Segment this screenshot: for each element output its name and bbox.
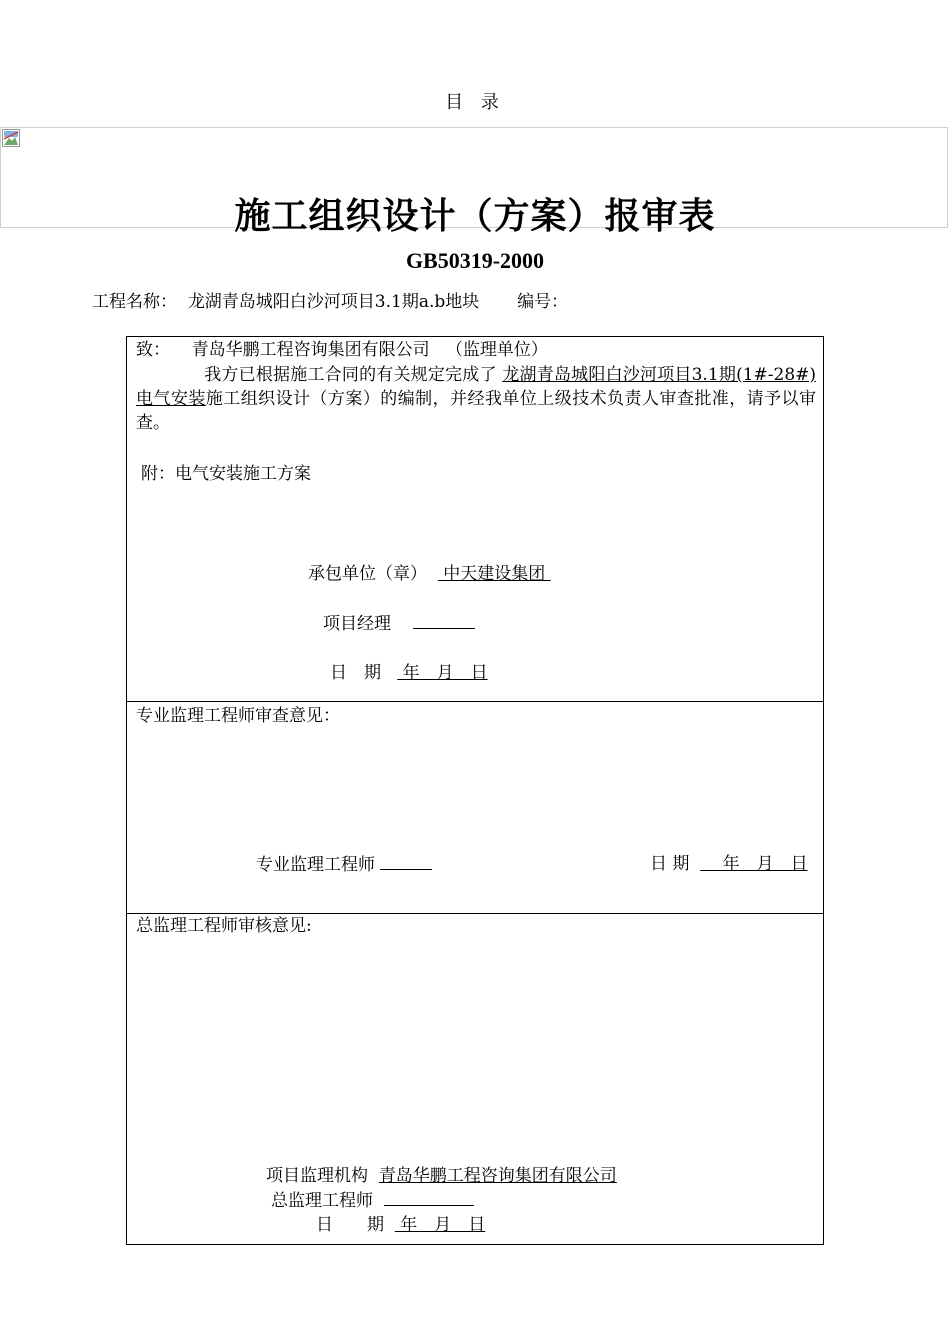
toc-heading: 目 录	[445, 92, 505, 113]
org-value: 青岛华鹏工程咨询集团有限公司	[378, 1166, 617, 1186]
date-line	[330, 661, 488, 685]
engineer-date-label: 日 期	[650, 854, 690, 874]
supervisor-unit-suffix: （监理单位）	[445, 340, 548, 360]
engineer-review-heading: 专业监理工程师审查意见：	[136, 706, 340, 726]
chief-date-value: 年 月 日	[394, 1215, 486, 1235]
chief-line	[271, 1188, 474, 1213]
engineer-date-line	[650, 852, 808, 876]
standard-code: GB50319-2000	[405, 248, 545, 273]
addressee-line	[136, 338, 548, 362]
manager-line	[323, 611, 475, 636]
chief-review-section	[127, 914, 823, 1244]
contractor-line	[308, 562, 551, 586]
project-number-label: 编号：	[517, 292, 569, 312]
para-before: 我方已根据施工合同的有关规定完成了	[204, 365, 497, 385]
date-label: 日 期	[330, 663, 381, 683]
broken-image-icon	[2, 129, 20, 147]
to-label: 致：	[136, 340, 170, 360]
submission-section	[127, 337, 823, 702]
date-value: 年 月 日	[397, 663, 488, 683]
chief-review-heading: 总监理工程师审核意见:	[136, 916, 312, 936]
supervisor-unit: 青岛华鹏工程咨询集团有限公司	[191, 340, 430, 360]
project-line	[92, 287, 568, 312]
attachment-line: 附：电气安装施工方案	[141, 464, 311, 484]
approval-form	[126, 336, 824, 1245]
chief-signature-blank	[384, 1188, 474, 1206]
contractor-value: 中天建设集团	[437, 564, 551, 584]
chief-date-label: 日 期	[316, 1215, 384, 1235]
para-after: 施工组织设计（方案）的编制，并经我单位上级技术负责人审查批准，请予以审查。	[136, 389, 817, 433]
engineer-signature-blank	[380, 852, 432, 870]
manager-label: 项目经理	[323, 614, 391, 634]
org-line	[266, 1164, 617, 1188]
form-title: 施工组织设计（方案）报审表	[234, 195, 716, 237]
manager-signature-blank	[413, 611, 475, 629]
project-name-value: 龙湖青岛城阳白沙河项目3.1期a.b地块	[187, 292, 480, 312]
engineer-label: 专业监理工程师	[256, 855, 375, 875]
engineer-line	[256, 852, 432, 877]
chief-date-line	[316, 1213, 485, 1237]
submission-paragraph	[136, 363, 816, 435]
org-label: 项目监理机构	[266, 1166, 368, 1186]
chief-label: 总监理工程师	[271, 1191, 373, 1211]
engineer-review-section	[127, 702, 823, 914]
para-project: 龙湖青岛城阳白沙河项目3.1期(1#-28#)电气安装	[136, 365, 817, 409]
contractor-label: 承包单位（章）	[308, 564, 427, 584]
project-name-label: 工程名称：	[92, 292, 177, 312]
engineer-date-value: 年 月 日	[700, 854, 808, 874]
